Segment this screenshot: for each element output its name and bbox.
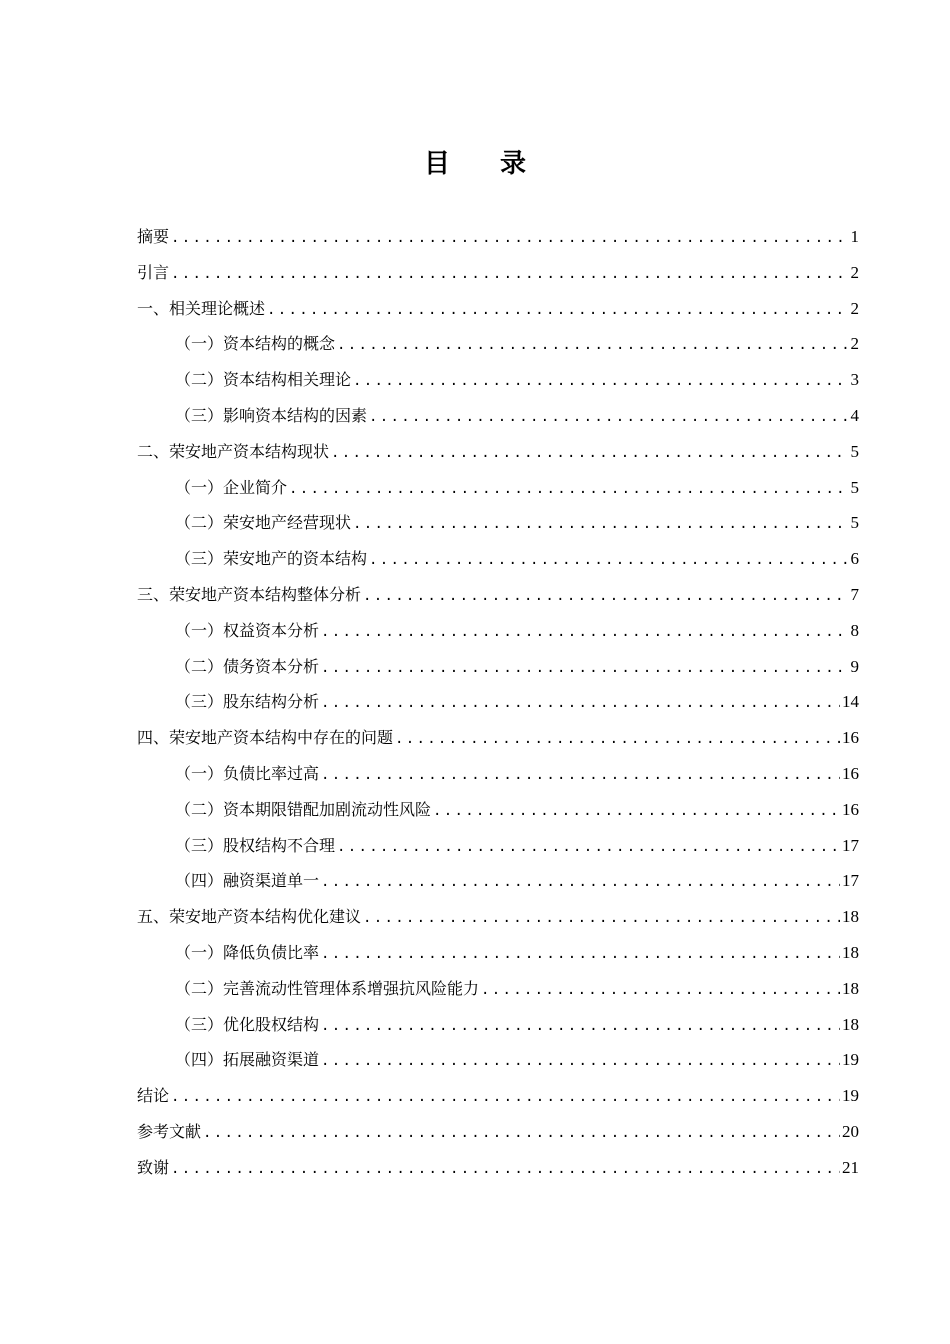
toc-dot-leader <box>369 400 848 436</box>
toc-entry[interactable] <box>137 792 859 828</box>
toc-entry[interactable] <box>137 1150 859 1186</box>
toc-entry[interactable] <box>137 971 859 1007</box>
toc-entry[interactable] <box>137 1114 859 1150</box>
toc-entry[interactable] <box>137 291 859 327</box>
toc-dot-leader <box>321 1044 840 1080</box>
toc-dot-leader <box>395 722 840 758</box>
toc-entry[interactable] <box>137 684 859 720</box>
toc-entry[interactable] <box>137 756 859 792</box>
toc-entry-label: 参考文献 <box>137 1121 202 1141</box>
toc-entry[interactable] <box>137 720 859 756</box>
toc-dot-leader <box>363 901 840 937</box>
toc-entry-label: 一、相关理论概述 <box>137 298 266 318</box>
toc-dot-leader <box>321 937 840 973</box>
toc-page-number: 8 <box>850 620 859 640</box>
toc-entry-label: 五、荣安地产资本结构优化建议 <box>137 907 362 927</box>
toc-dot-leader <box>171 1152 840 1188</box>
toc-page-number: 16 <box>842 763 859 783</box>
toc-page-number: 18 <box>842 1014 859 1034</box>
toc-entry-label: 引言 <box>137 262 170 282</box>
toc-page-number: 5 <box>850 441 859 461</box>
toc-entry-label: （一）权益资本分析 <box>175 620 320 640</box>
toc-entry[interactable] <box>137 1042 859 1078</box>
toc-entry[interactable] <box>137 255 859 291</box>
toc-entry-label: 二、荣安地产资本结构现状 <box>137 441 330 461</box>
toc-entry-label: （二）债务资本分析 <box>175 656 320 676</box>
toc-entry[interactable] <box>137 398 859 434</box>
toc-page-number: 4 <box>850 405 859 425</box>
toc-dot-leader <box>321 1009 840 1045</box>
toc-dot-leader <box>289 472 848 508</box>
toc-dot-leader <box>331 436 848 472</box>
toc-page-number: 2 <box>850 262 859 282</box>
toc-entry-label: （二）资本期限错配加剧流动性风险 <box>175 799 432 819</box>
toc-dot-leader <box>203 1116 840 1152</box>
toc-dot-leader <box>267 293 848 329</box>
toc-page-number: 19 <box>842 1050 859 1070</box>
toc-entry-label: （二）完善流动性管理体系增强抗风险能力 <box>175 978 480 998</box>
toc-dot-leader <box>321 758 840 794</box>
toc-entry-label: （二）资本结构相关理论 <box>175 370 352 390</box>
toc-page-number: 18 <box>842 942 859 962</box>
toc-entry[interactable] <box>137 863 859 899</box>
toc-entry-label: （四）拓展融资渠道 <box>175 1050 320 1070</box>
toc-entry-label: （三）优化股权结构 <box>175 1014 320 1034</box>
toc-page-number: 17 <box>842 835 859 855</box>
toc-dot-leader <box>481 973 840 1009</box>
toc-entry-label: （三）股东结构分析 <box>175 692 320 712</box>
toc-page-number: 21 <box>842 1157 859 1177</box>
page-title <box>0 140 950 188</box>
toc-entry[interactable] <box>137 541 859 577</box>
toc-entry-label: （一）降低负债比率 <box>175 942 320 962</box>
toc-page-number: 7 <box>850 584 859 604</box>
toc-dot-leader <box>337 830 840 866</box>
toc-page-number: 18 <box>842 978 859 998</box>
toc-dot-leader <box>353 364 848 400</box>
title-char-1: 目 <box>423 149 450 179</box>
toc-dot-leader <box>321 615 848 651</box>
toc-dot-leader <box>363 579 848 615</box>
title-char-2: 录 <box>500 149 527 179</box>
toc-entry[interactable] <box>137 326 859 362</box>
toc-dot-leader <box>171 1080 840 1116</box>
toc-entry-label: （一）负债比率过高 <box>175 763 320 783</box>
table-of-contents <box>137 219 859 1186</box>
toc-entry-label: 摘要 <box>137 227 170 246</box>
toc-entry[interactable] <box>137 1007 859 1043</box>
toc-entry[interactable] <box>137 434 859 470</box>
toc-entry-label: （三）荣安地产的资本结构 <box>175 549 368 569</box>
toc-page-number: 20 <box>842 1121 859 1141</box>
toc-entry-label: （四）融资渠道单一 <box>175 871 320 891</box>
toc-page-number: 19 <box>842 1086 859 1106</box>
toc-page-number: 2 <box>850 298 859 318</box>
toc-dot-leader <box>353 507 848 543</box>
toc-entry-label: （二）荣安地产经营现状 <box>175 513 352 533</box>
toc-entry[interactable] <box>137 219 859 255</box>
toc-page-number: 5 <box>850 477 859 497</box>
toc-entry[interactable] <box>137 935 859 971</box>
toc-entry[interactable] <box>137 505 859 541</box>
toc-dot-leader <box>433 794 840 830</box>
toc-page-number: 14 <box>842 692 859 712</box>
toc-entry[interactable] <box>137 362 859 398</box>
toc-page-number: 16 <box>842 728 859 748</box>
toc-entry-label: 致谢 <box>137 1157 170 1177</box>
toc-entry-label: （一）资本结构的概念 <box>175 334 336 354</box>
toc-dot-leader <box>321 651 848 687</box>
toc-entry[interactable] <box>137 470 859 506</box>
toc-entry[interactable] <box>137 649 859 685</box>
toc-dot-leader <box>337 328 848 364</box>
toc-page-number: 5 <box>850 513 859 533</box>
toc-entry[interactable] <box>137 1078 859 1114</box>
toc-entry[interactable] <box>137 577 859 613</box>
toc-page-number: 18 <box>842 907 859 927</box>
toc-dot-leader <box>369 543 848 579</box>
toc-entry-label: 结论 <box>137 1086 170 1106</box>
toc-entry-label: （三）股权结构不合理 <box>175 835 336 855</box>
toc-page-number: 17 <box>842 871 859 891</box>
toc-entry[interactable] <box>137 613 859 649</box>
toc-page-number: 3 <box>850 370 859 390</box>
toc-dot-leader <box>321 686 840 722</box>
toc-page-number: 2 <box>850 334 859 354</box>
toc-page-number: 16 <box>842 799 859 819</box>
toc-entry-label: （一）企业简介 <box>175 477 288 497</box>
toc-dot-leader <box>171 257 848 293</box>
toc-dot-leader <box>321 865 840 901</box>
toc-dot-leader <box>171 221 848 257</box>
toc-entry[interactable] <box>137 899 859 935</box>
toc-entry-label: 三、荣安地产资本结构整体分析 <box>137 584 362 604</box>
toc-page-number: 1 <box>850 227 859 246</box>
toc-page-number: 9 <box>850 656 859 676</box>
toc-entry-label: （三）影响资本结构的因素 <box>175 405 368 425</box>
toc-entry[interactable] <box>137 828 859 864</box>
toc-page-number: 6 <box>850 549 859 569</box>
toc-entry-label: 四、荣安地产资本结构中存在的问题 <box>137 728 394 748</box>
